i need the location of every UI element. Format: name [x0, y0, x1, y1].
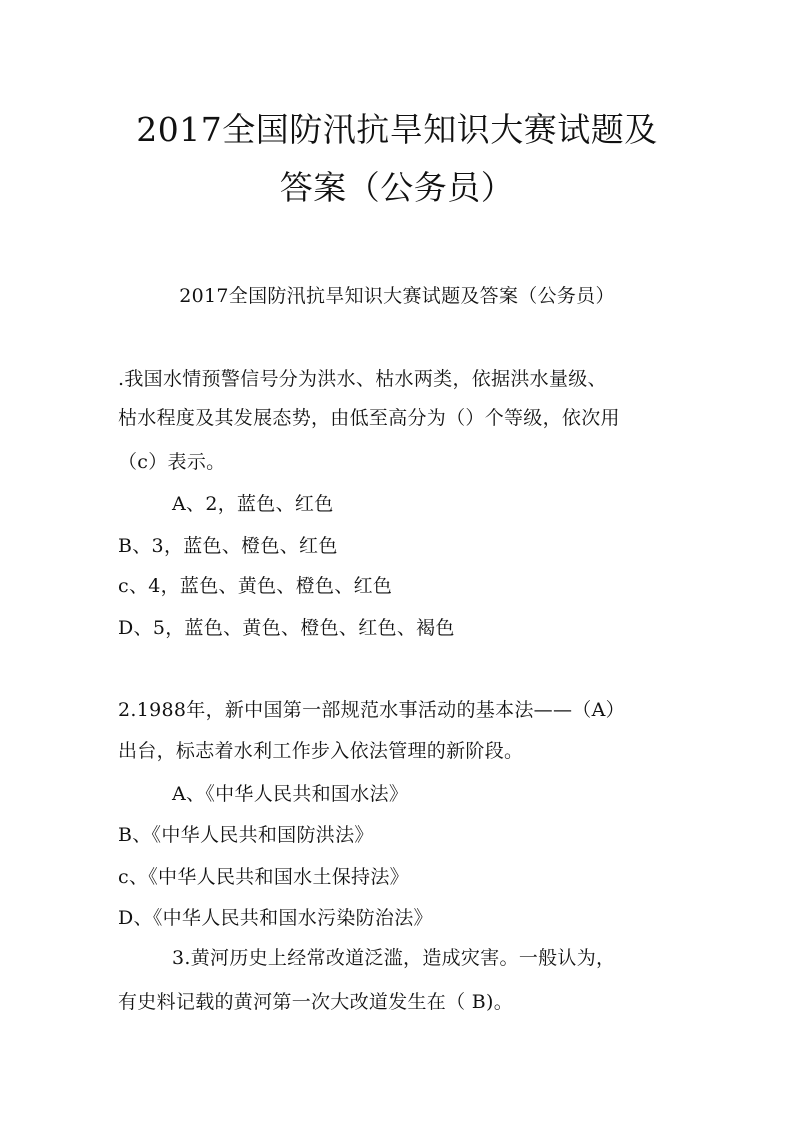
- question-2-option-a: A、《中华人民共和国水法》: [172, 783, 409, 805]
- question-1-option-a: A、2，蓝色、红色: [172, 493, 334, 515]
- document-title-line-1: 2017全国防汛抗旱知识大赛试题及: [136, 110, 658, 149]
- question-2-option-b: B、《中华人民共和国防洪法》: [118, 824, 374, 846]
- question-3-line-1: 3.黄河历史上经常改道泛滥，造成灾害。一般认为，: [172, 947, 616, 969]
- document-subtitle: 2017全国防汛抗旱知识大赛试题及答案（公务员）: [179, 285, 615, 307]
- question-2-line-1: 2.1988年，新中国第一部规范水事活动的基本法——（A）: [118, 699, 625, 721]
- question-1-option-d: D、5，蓝色、黄色、橙色、红色、褐色: [118, 617, 455, 639]
- question-3-line-2: 有史料记载的黄河第一次大改道发生在（ B)。: [118, 991, 514, 1013]
- question-2-option-c: c、《中华人民共和国水土保持法》: [118, 866, 409, 888]
- question-1-line-2: 枯水程度及其发展态势，由低至高分为（）个等级，依次用: [118, 407, 620, 429]
- question-1-option-b: B、3，蓝色、橙色、红色: [118, 535, 338, 557]
- question-1-line-3: （c）表示。: [118, 451, 226, 473]
- question-2-line-2: 出台，标志着水利工作步入依法管理的新阶段。: [118, 740, 524, 762]
- document-title-line-2: 答案（公务员）: [279, 168, 515, 207]
- question-1-line-1: .我国水情预警信号分为洪水、枯水两类，依据洪水量级、: [118, 368, 607, 390]
- question-1-option-c: c、4，蓝色、黄色、橙色、红色: [118, 575, 393, 597]
- question-2-option-d: D、《中华人民共和国水污染防治法》: [118, 907, 433, 929]
